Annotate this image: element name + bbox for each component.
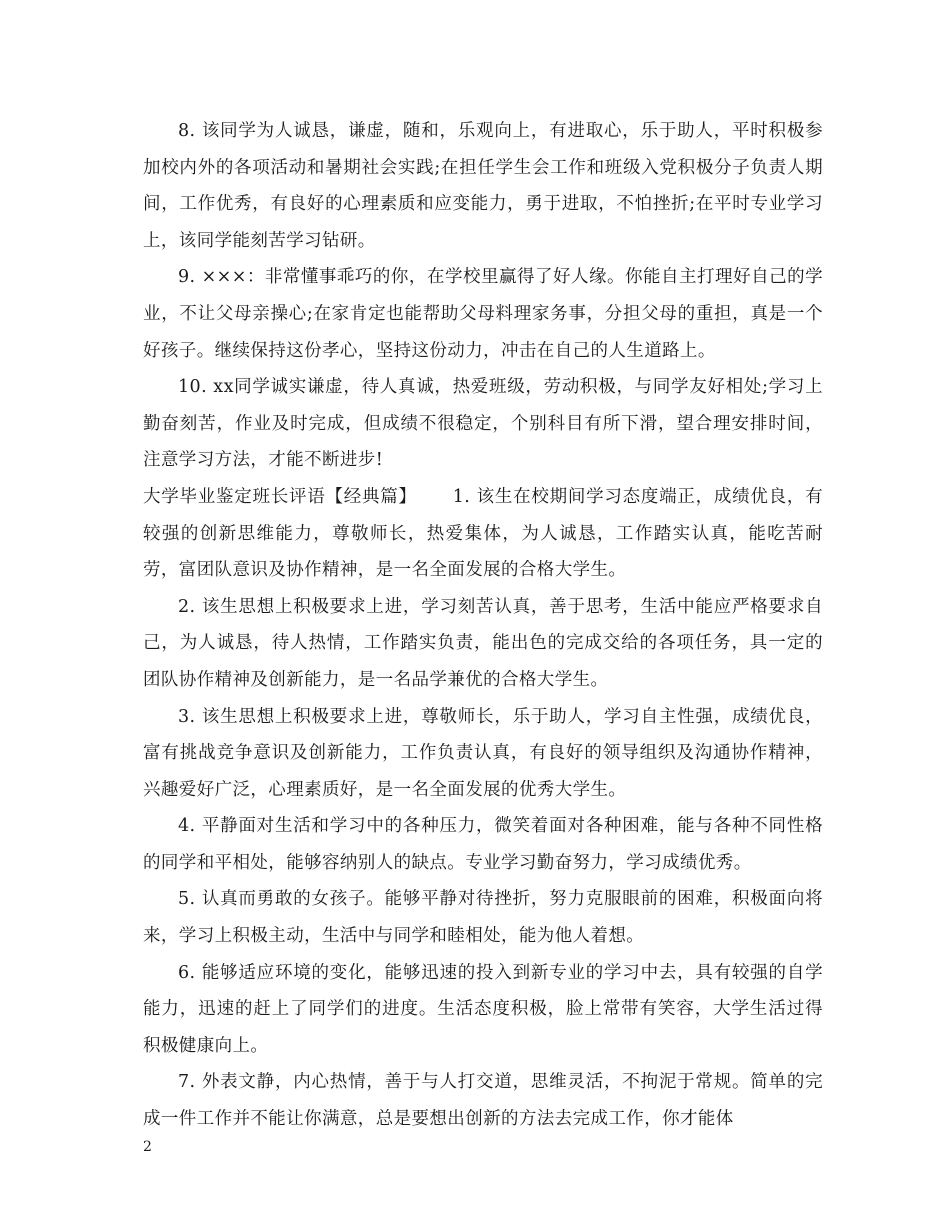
section-heading: 大学毕业鉴定班长评语【经典篇】 xyxy=(143,486,417,507)
paragraph-item-7: 7. 外表文静，内心热情，善于与人打交道，思维灵活，不拘泥于常规。简单的完成一件工作并不能让你满意，总是要想出创新的方法去完成工作，你才能体 xyxy=(143,1072,823,1130)
paragraph-item-4: 4. 平静面对生活和学习中的各种压力，微笑着面对各种困难，能与各种不同性格的同学和平相处，能够容纳别人的缺点。专业学习勤奋努力，学习成绩优秀。 xyxy=(143,816,823,873)
paragraph-item-1: 1. 该生在校期间学习态度端正，成绩优良，有较强的创新思维能力，尊敬师长，热爱集体，为人诚恳，工作踏实认真，能吃苦耐劳，富团队意识及协作精神，是一名全面发展的合格大学生。 xyxy=(143,486,823,581)
paragraph-item-8: 8. 该同学为人诚恳，谦虚，随和，乐观向上，有进取心，乐于助人，平时积极参加校内外的各项活动和暑期社会实践;在担任学生会工作和班级入党积极分子负责人期间，工作优秀，有良好的心理素质和应变能力，勇于进取，不怕挫折;在平时专业学习上，该同学能刻苦学习钻研。 xyxy=(143,121,823,251)
paragraph-item-2: 2. 该生思想上积极要求上进，学习刻苦认真，善于思考，生活中能应严格要求自己，为人诚恳，待人热情，工作踏实负责，能出色的完成交给的各项任务，具一定的团队协作精神及创新能力，是一名品学兼优的合格大学生。 xyxy=(143,596,823,690)
page-number: 2 xyxy=(143,1139,152,1155)
paragraph-item-5: 5. 认真而勇敢的女孩子。能够平静对待挫折，努力克服眼前的困难，积极面向将来，学习上积极主动，生活中与同学和睦相处，能为他人着想。 xyxy=(143,889,823,947)
paragraph-item-3: 3. 该生思想上积极要求上进，尊敬师长，乐于助人，学习自主性强，成绩优良，富有挑战竞争意识及创新能力，工作负责认真，有良好的领导组织及沟通协作精神，兴趣爱好广泛，心理素质好，是一名全面发展的优秀大学生。 xyxy=(143,706,823,800)
section-paragraph xyxy=(143,479,823,589)
paragraph-item-10: 10. xx同学诚实谦虚，待人真诚，热爱班级，劳动积极，与同学友好相处;学习上勤奋刻苦，作业及时完成，但成绩不很稳定，个别科目有所下滑，望合理安排时间，注意学习方法，才能不断进步! xyxy=(143,377,823,471)
document-body xyxy=(143,113,823,1138)
paragraph-item-9: 9. ×××：非常懂事乖巧的你，在学校里赢得了好人缘。你能自主打理好自己的学业，不让父母亲操心;在家肯定也能帮助父母料理家务事，分担父母的重担，真是一个好孩子。继续保持这份孝心，坚持这份动力，冲击在自己的人生道路上。 xyxy=(143,267,823,361)
paragraph-item-6: 6. 能够适应环境的变化，能够迅速的投入到新专业的学习中去，具有较强的自学能力，迅速的赶上了同学们的进度。生活态度积极，脸上常带有笑容，大学生活过得积极健康向上。 xyxy=(143,962,823,1056)
